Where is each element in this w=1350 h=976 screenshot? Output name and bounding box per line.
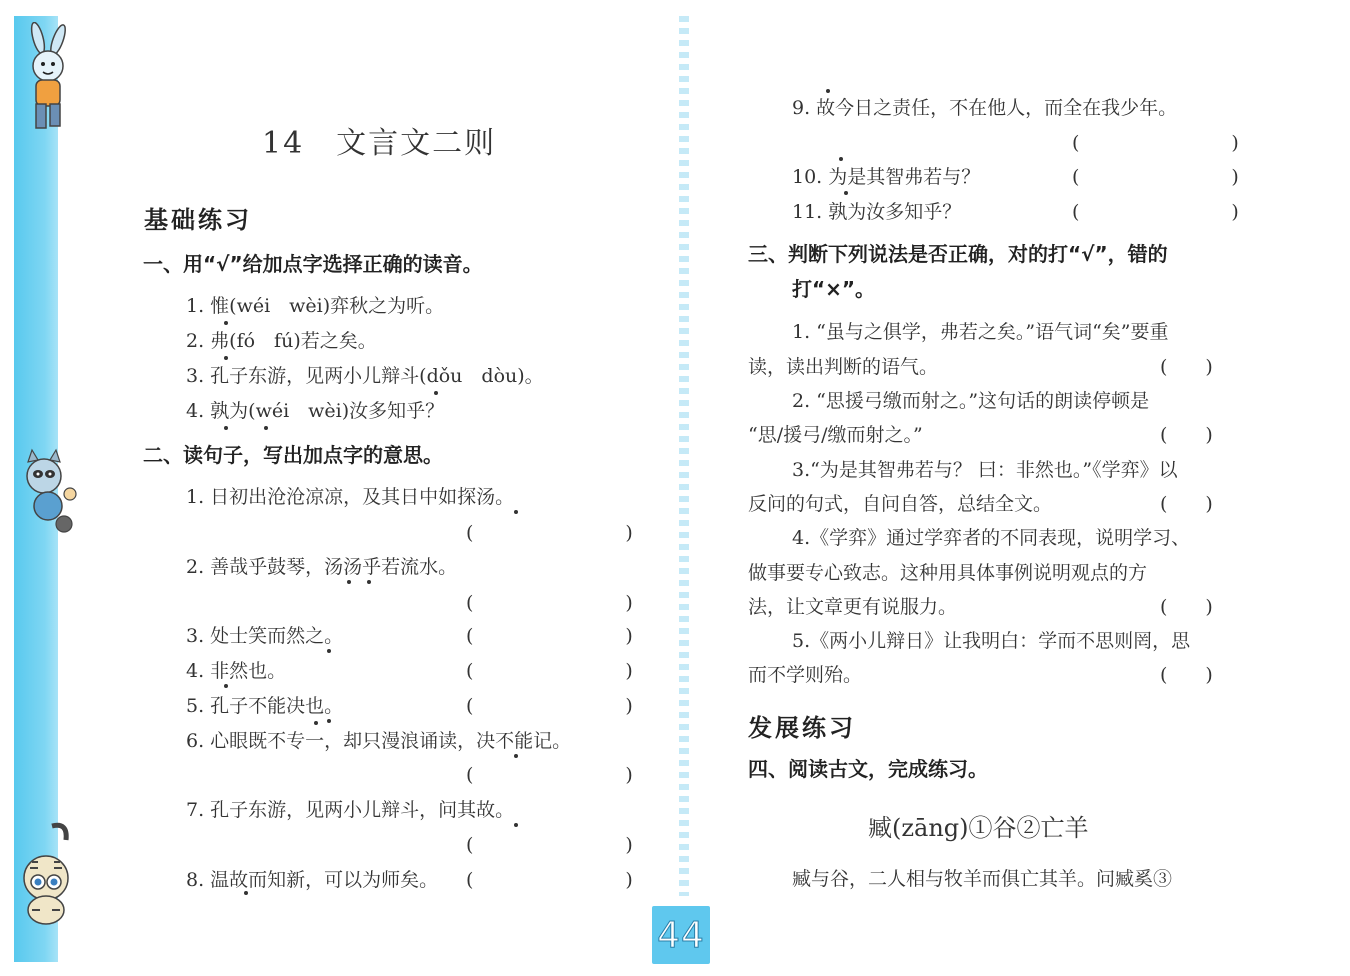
answer-blank[interactable]: ( ): [466, 660, 633, 682]
emphasis-dot: [327, 649, 331, 653]
book-spine-divider: [679, 16, 689, 896]
passage-title: 臧(zāng)①谷②亡羊: [868, 814, 1089, 842]
statement-line: 而不学则殆。: [748, 664, 863, 686]
raccoon-mascot-icon: [14, 446, 80, 536]
question-heading-3: 三、判断下列说法是否正确，对的打“√”，错的: [748, 242, 1168, 266]
emphasis-dot: [826, 89, 830, 93]
answer-blank[interactable]: ( ): [466, 869, 633, 891]
emphasis-dot: [514, 823, 518, 827]
answer-blank[interactable]: ( ): [466, 834, 633, 856]
emphasis-dot: [514, 754, 518, 758]
emphasis-dot: [844, 191, 848, 195]
statement-line: “思/援弓/缴而射之。”: [748, 424, 923, 446]
emphasis-dot: [224, 356, 228, 360]
statement-line: 2. “思援弓缴而射之。”这句话的朗读停顿是: [792, 390, 1150, 412]
list-item: 10. 为是其智弗若与？: [792, 166, 981, 188]
emphasis-dot: [244, 891, 248, 895]
list-item: 11. 孰为汝多知乎？: [792, 201, 962, 223]
judge-blank[interactable]: ( ): [1160, 424, 1213, 446]
list-item: 6. 心眼既不专一，却只漫浪诵读，决不能记。: [186, 730, 572, 752]
emphasis-dot: [327, 719, 331, 723]
list-item: 3. 孔子东游，见两小儿辩斗(dǒu dòu)。: [186, 365, 544, 387]
lesson-title: 14 文言文二则: [262, 126, 497, 161]
statement-line: 做事要专心致志。这种用具体事例说明观点的方: [748, 562, 1148, 584]
list-item: 3. 处士笑而然之。: [186, 625, 344, 647]
question-heading-2: 二、读句子，写出加点字的意思。: [143, 443, 443, 467]
emphasis-dot: [514, 510, 518, 514]
statement-line: 反问的句式，自问自答，总结全文。: [748, 493, 1053, 515]
emphasis-dot: [367, 580, 371, 584]
judge-blank[interactable]: ( ): [1160, 664, 1213, 686]
answer-blank[interactable]: ( ): [1072, 132, 1239, 154]
statement-line: 5.《两小儿辩日》让我明白：学而不思则罔，思: [792, 630, 1191, 652]
list-item: 9. 故今日之责任，不在他人，而全在我少年。: [792, 97, 1178, 119]
statement-line: 3.“为是其智弗若与？ 曰：非然也。”《学弈》以: [792, 459, 1178, 481]
page-number: 44: [657, 914, 705, 956]
list-item: 7. 孔子东游，见两小儿辩斗，问其故。: [186, 799, 515, 821]
question-heading-4: 四、阅读古文，完成练习。: [748, 757, 988, 781]
list-item: 1. 惟(wéi wèi)弈秋之为听。: [186, 295, 445, 317]
answer-blank[interactable]: ( ): [466, 522, 633, 544]
answer-blank[interactable]: ( ): [1072, 201, 1239, 223]
emphasis-dot: [347, 580, 351, 584]
answer-blank[interactable]: ( ): [466, 592, 633, 614]
emphasis-dot: [224, 426, 228, 430]
tiger-mascot-icon: [12, 818, 84, 933]
emphasis-dot: [224, 684, 228, 688]
list-item: 4. 非然也。: [186, 660, 287, 682]
section-heading-basic: 基础练习: [144, 206, 252, 234]
list-item: 2. 弗(fó fú)若之矣。: [186, 330, 377, 352]
section-heading-develop: 发展练习: [748, 714, 856, 742]
statement-line: 读，读出判断的语气。: [748, 356, 939, 378]
statement-line: 1. “虽与之俱学，弗若之矣。”语气词“矣”要重: [792, 321, 1169, 343]
emphasis-dot: [839, 157, 843, 161]
passage-line: 臧与谷，二人相与牧羊而俱亡其羊。问臧奚③: [792, 868, 1173, 890]
list-item: 8. 温故而知新，可以为师矣。: [186, 869, 439, 891]
question-heading-3-cont: 打“×”。: [792, 277, 876, 301]
emphasis-dot: [314, 721, 318, 725]
rabbit-mascot-icon: [14, 22, 80, 137]
answer-blank[interactable]: ( ): [466, 625, 633, 647]
question-heading-1: 一、用“√”给加点字选择正确的读音。: [143, 252, 483, 276]
statement-line: 4.《学弈》通过学弈者的不同表现，说明学习、: [792, 527, 1191, 549]
list-item: 4. 孰为(wéi wèi)汝多知乎？: [186, 400, 445, 422]
page-number-badge: [652, 906, 710, 964]
judge-blank[interactable]: ( ): [1160, 493, 1213, 515]
answer-blank[interactable]: ( ): [1072, 166, 1239, 188]
statement-line: 法，让文章更有说服力。: [748, 596, 958, 618]
list-item: 5. 孔子不能决也。: [186, 695, 344, 717]
list-item: 2. 善哉乎鼓琴，汤汤乎若流水。: [186, 556, 458, 578]
judge-blank[interactable]: ( ): [1160, 596, 1213, 618]
emphasis-dot: [434, 391, 438, 395]
answer-blank[interactable]: ( ): [466, 695, 633, 717]
emphasis-dot: [224, 321, 228, 325]
list-item: 1. 日初出沧沧凉凉，及其日中如探汤。: [186, 486, 515, 508]
judge-blank[interactable]: ( ): [1160, 356, 1213, 378]
answer-blank[interactable]: ( ): [466, 764, 633, 786]
emphasis-dot: [264, 426, 268, 430]
